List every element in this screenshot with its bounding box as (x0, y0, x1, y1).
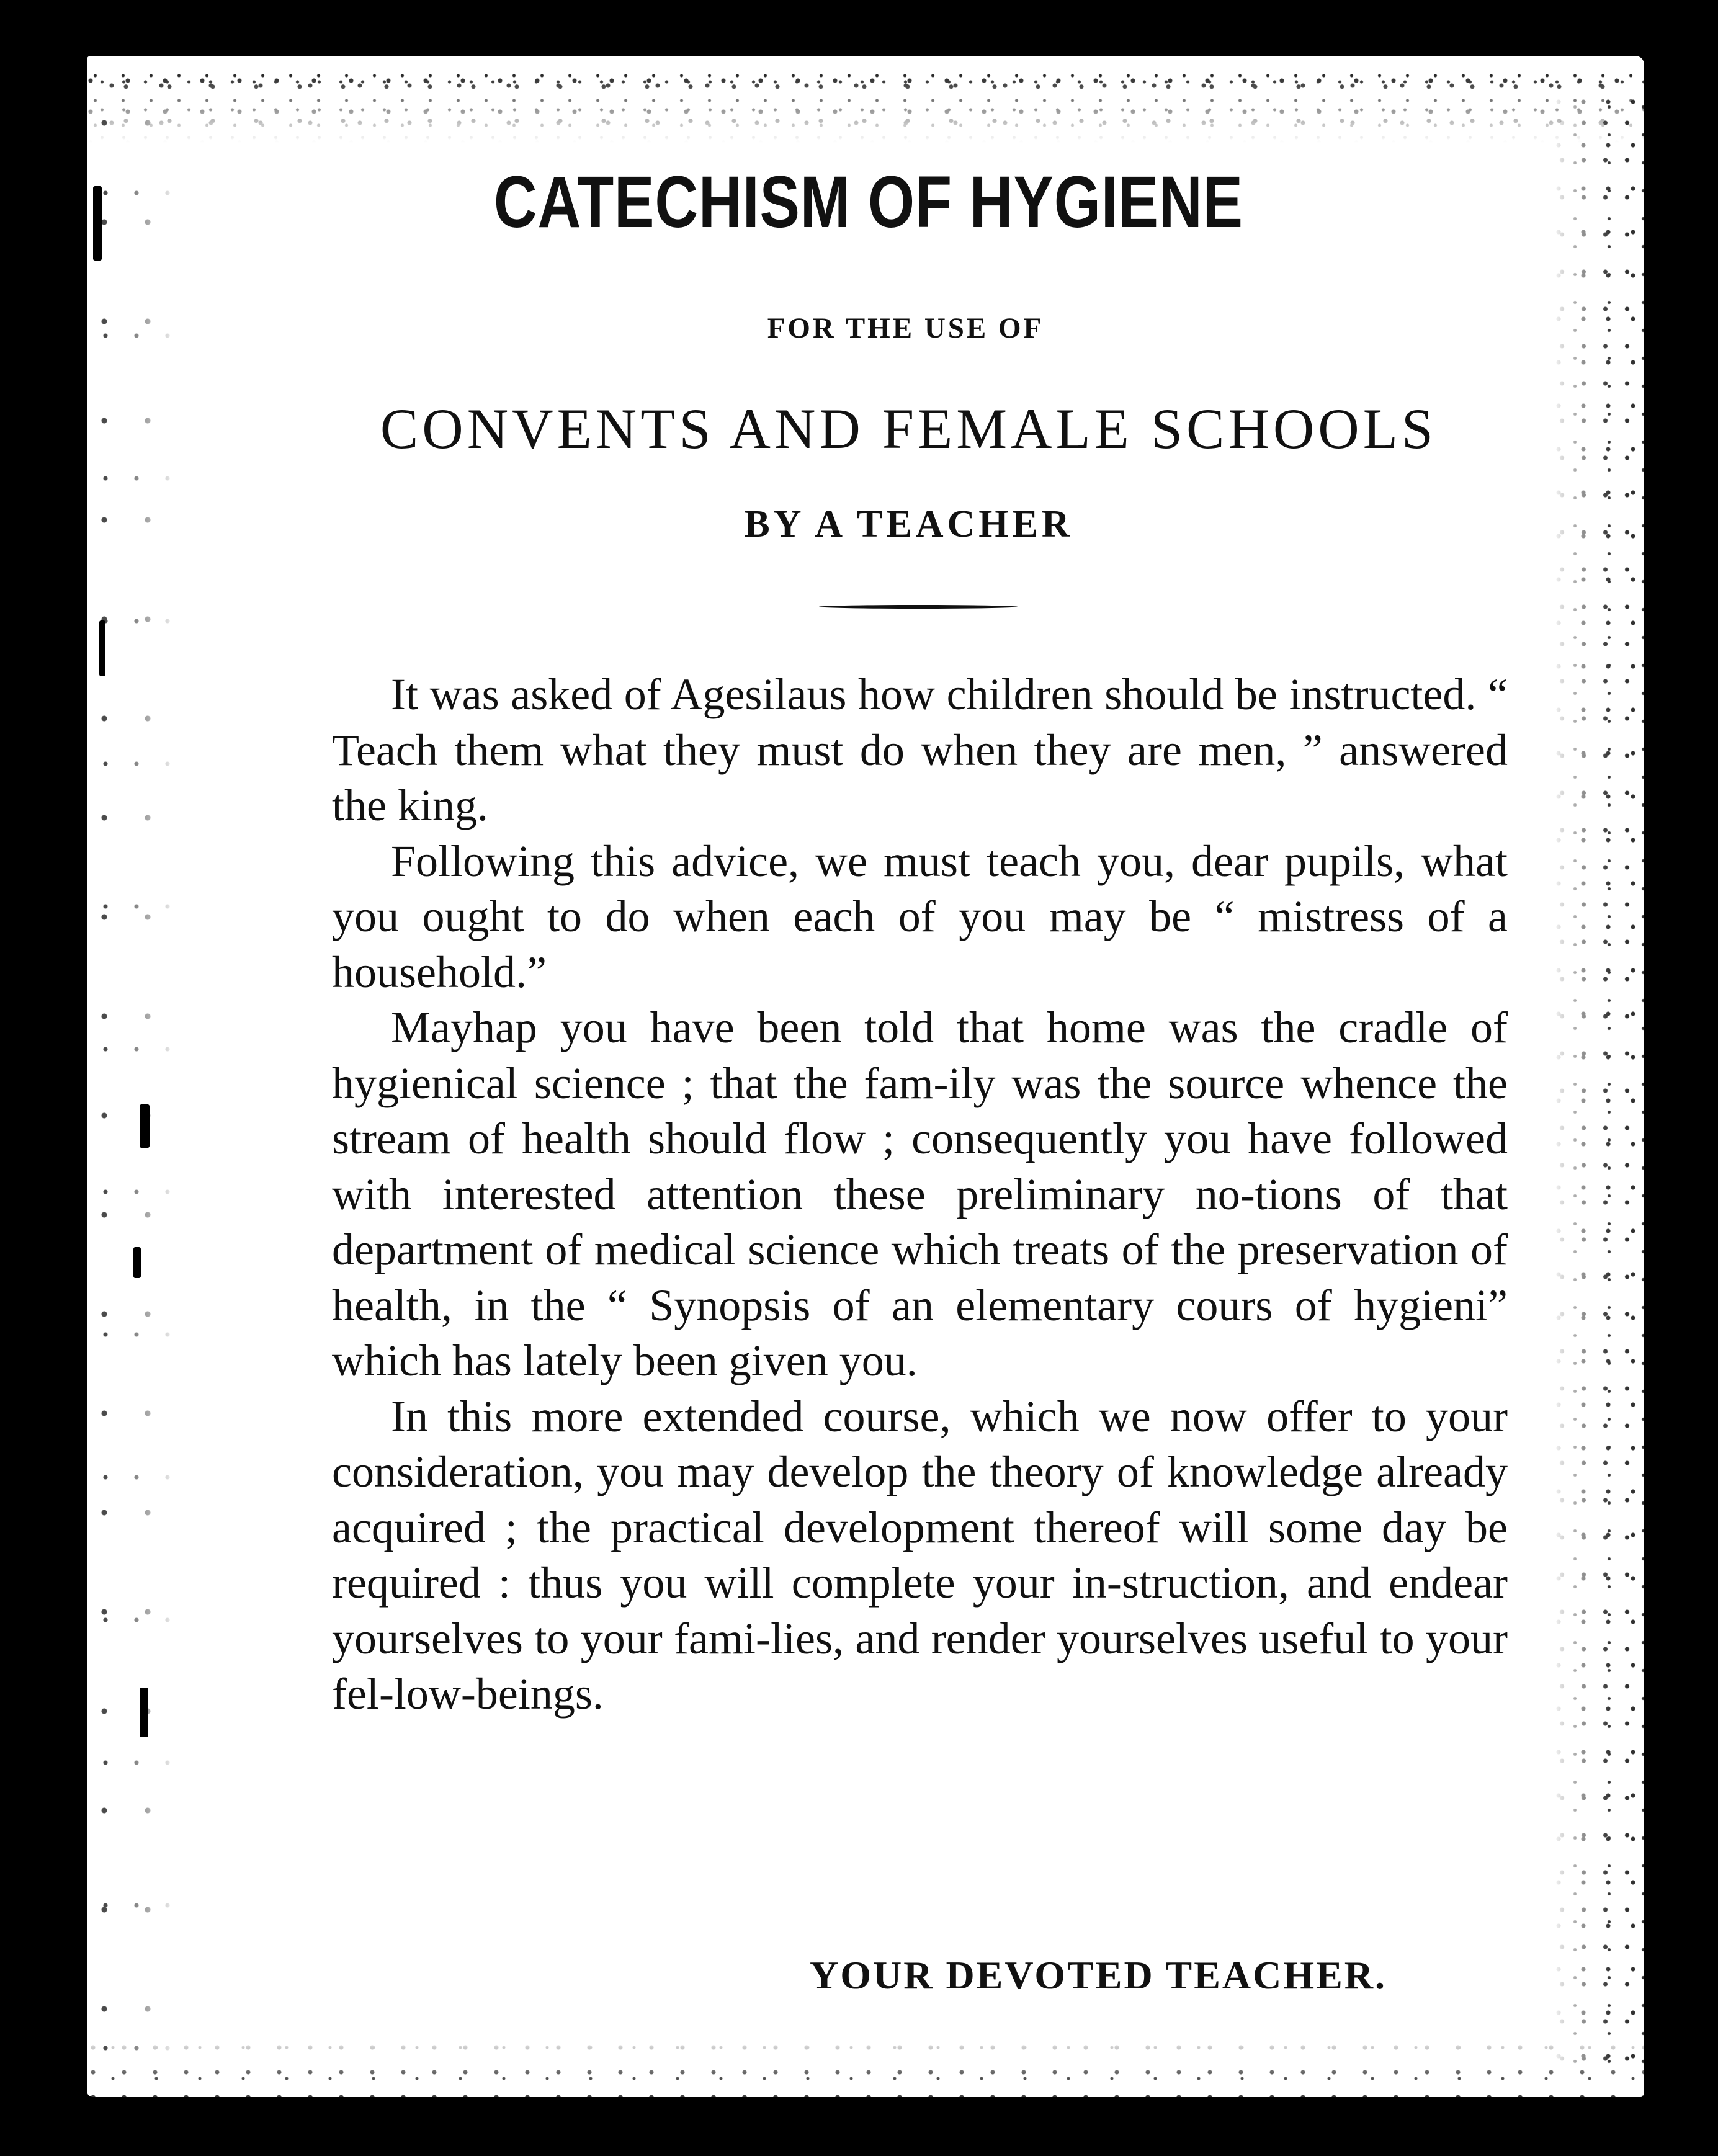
byline: BY A TEACHER (744, 503, 1073, 545)
ornamental-rule (819, 605, 1018, 609)
preface-body (332, 667, 1508, 1722)
binding-mark (99, 620, 105, 676)
paragraph: Following this advice, we must teach you, dear pupils, what you ought to do when each of you may be “ mistress of a household.” (332, 836, 1508, 997)
binding-mark (140, 1104, 150, 1148)
scan-noise-left (87, 93, 180, 2078)
paragraph: Mayhap you have been told that home was the cradle of hygienical science ; that the fam-ily was the source whence the stream of health should flow ; consequently you have followed with interested attention these preliminary no-tions of that department of medical science which treats of the preservation of health, in the “ Synopsis of an elementary cours of hygieni” which has lately been given you. (332, 1003, 1508, 1385)
signature: YOUR DEVOTED TEACHER. (810, 1953, 1387, 1997)
binding-mark (140, 1688, 148, 1737)
audience-line: CONVENTS AND FEMALE SCHOOLS (380, 397, 1438, 460)
paragraph: In this more extended course, which we now offer to your consideration, you may develop the theory of knowledge already acquired ; the practical development thereof will some day be required : thus you will complete your in-struction, and endear yourselves to your fami-lies, and render yourselves useful to your fel-low-beings. (332, 1391, 1508, 1719)
binding-mark (133, 1247, 141, 1278)
scan-noise-right (1551, 93, 1650, 2078)
document-title: CATECHISM OF HYGIENE (493, 161, 1243, 243)
scan-noise-bottom (87, 2035, 1644, 2103)
for-use-line: FOR THE USE OF (767, 312, 1044, 344)
paragraph: It was asked of Agesilaus how children should be instructed. “ Teach them what they must do when they are men, ” answered the king. (332, 669, 1508, 830)
scan-noise-top (87, 37, 1644, 143)
binding-mark (93, 186, 102, 261)
